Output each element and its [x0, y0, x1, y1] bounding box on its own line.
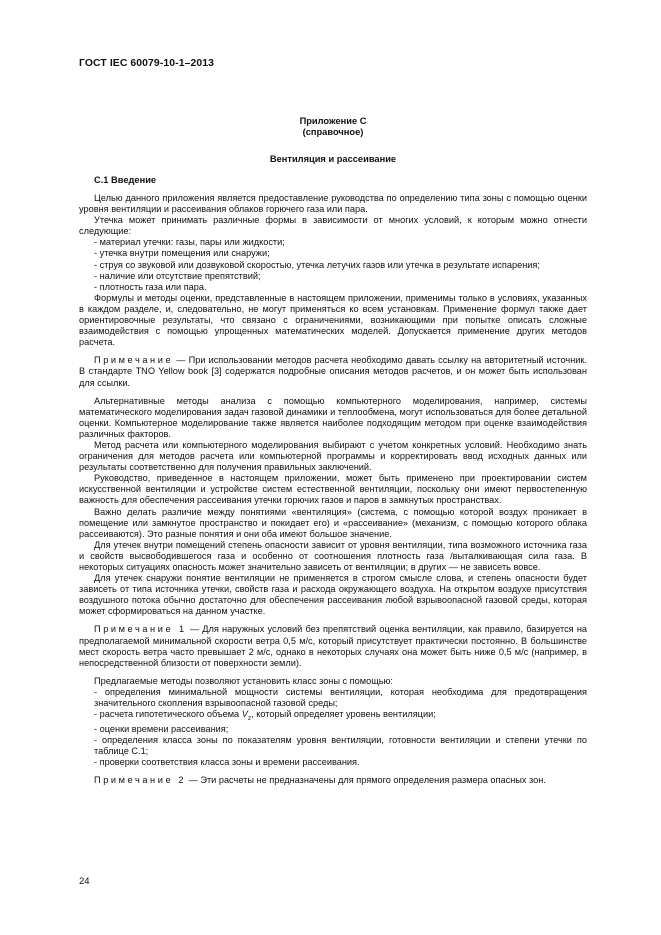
paragraph: Руководство, приведенное в настоящем приложении, может быть применено при проектировании систем искусственной вентиляции и устройстве систем естественной вентиляции, поскольку они имеют первостепенную важность для обеспечения рассеивания утечки горючих газов и паров в замкнутых пространствах.	[79, 473, 587, 506]
note-label: Примечание	[94, 355, 174, 366]
note-text: — Для наружных условий без препятствий оценка вентиляции, как правило, базируется на предполагаемой минимальной скорости ветра 0,5 м/с, который присутствует практически постоянно. В большинстве мест скорость ветра часто превышает 2 м/с, однако в некоторых случаях она может быть ниже 0,5 м/с (например, в непосредственной близости от поверхности земли).	[79, 624, 588, 668]
paragraph: Утечка может принимать различные формы в зависимости от многих условий, к которым можно отнести следующие:	[79, 215, 587, 237]
list-item: - материал утечки: газы, пары или жидкости;	[94, 237, 285, 248]
standard-header: ГОСТ IEC 60079-10-1–2013	[79, 58, 214, 69]
appendix-title: Приложение С	[299, 116, 367, 126]
page-number: 24	[79, 876, 90, 887]
list-item: - определения минимальной мощности системы вентиляции, которая необходима для предотвращения значительного скопления взрывоопасной газовой среды;	[94, 686, 587, 709]
note-text: — При использовании методов расчета необходимо давать ссылку на авторитетный источник. В стандарте TNO Yellow book [3] содержатся подробные описания методов расчетов, и он может быть использован для ссылки.	[79, 355, 587, 388]
note	[79, 775, 587, 786]
variable-subscript: z	[247, 714, 252, 722]
paragraph: Метод расчета или компьютерного моделирования выбирают с учетом конкретных условий. Необходимо знать ограничения для методов расчета или компьютерной программы и корректировать ввод исходных данных или результаты соответственно для получения правильных заключений.	[79, 439, 587, 473]
note	[79, 624, 587, 668]
appendix-subtitle: (справочное)	[302, 127, 364, 137]
list-item: - плотность газа или пара.	[94, 281, 207, 292]
paragraph: Для утечек снаружи понятие вентиляции не применяется в строгом смысле слова, и степень опасности будет зависеть от типа источника утечки, свойств газа и расхода окружающего воздуха. На открытом воздухе присутствия воздушного потока обычно достаточно для обеспечения рассеивания любой взрывоопасной газовой среды, которая может сформироваться на данном участке.	[79, 573, 587, 617]
list-item: - определения класса зоны по показателям уровня вентиляции, готовности вентиляции и степени утечки по таблице С.1;	[94, 735, 587, 757]
variable: V	[241, 709, 248, 720]
chapter-title: Вентиляция и рассеивание	[269, 154, 397, 164]
list-item: - наличие или отсутствие препятствий;	[94, 270, 261, 281]
list-item: - оценки времени рассеивания;	[94, 724, 229, 735]
list-item: - расчета гипотетического объема $V_z$, который определяет уровень вентиляции;	[94, 709, 436, 722]
note-label: Примечание 1	[94, 624, 187, 635]
list-item: - струя со звуковой или дозвуковой скоростью, утечка летучих газов или утечка в результате испарения;	[94, 259, 540, 270]
note-label: Примечание 2	[94, 775, 187, 786]
list-item: - утечка внутри помещения или снаружи;	[94, 248, 270, 259]
paragraph: Предлагаемые методы позволяют установить класс зоны с помощью:	[94, 675, 393, 686]
list-item: - проверки соответствия класса зоны и времени рассеивания.	[94, 757, 360, 768]
section-title: С.1 Введение	[94, 175, 157, 185]
paragraph: Формулы и методы оценки, представленные в настоящем приложении, применимы только в условиях, указанных в каждом разделе, и, следовательно, не могут применяться ко всем установкам. Применение формул также дает ориентировочные результаты, что связано с ограничениями, возникающими при попытке описать сложные взаимодействия с помощью упрощенных математических моделей. Допускается применение других методов расчета.	[79, 292, 587, 348]
note-text: — Эти расчеты не предназначены для прямого определения размера опасных зон.	[186, 775, 546, 786]
paragraph: Важно делать различие между понятиями «вентиляция» (система, с помощью которой воздух проникает в помещение или замкнутое пространство и покидает его) и «рассеивание» (механизм, с помощью которого облака рассеиваются). Это разные понятия и они оба имеют большое значение.	[79, 506, 587, 539]
note	[79, 355, 587, 388]
paragraph: Альтернативные методы анализа с помощью компьютерного моделирования, например, системы математического моделирования задач газовой динамики и теплообмена, могут использоваться для более детальной оценки. Компьютерное моделирование также является наиболее подходящим методом при оценке взаимодействия различных факторов.	[79, 395, 587, 439]
body-text	[79, 193, 587, 787]
paragraph: Целью данного приложения является предоставление руководства по определению типа зоны с помощью оценки уровня вентиляции и рассеивания облаков горючего газа или пара.	[79, 193, 587, 215]
paragraph: Для утечек внутри помещений степень опасности зависит от уровня вентиляции, типа возможного источника газа и свойств высвободившегося газа и особенно от соотношения плотность газа /выталкивающая сила газа. В некоторых ситуациях опасность может значительно зависеть от вентиляции; в других — не зависеть вовсе.	[79, 539, 587, 572]
